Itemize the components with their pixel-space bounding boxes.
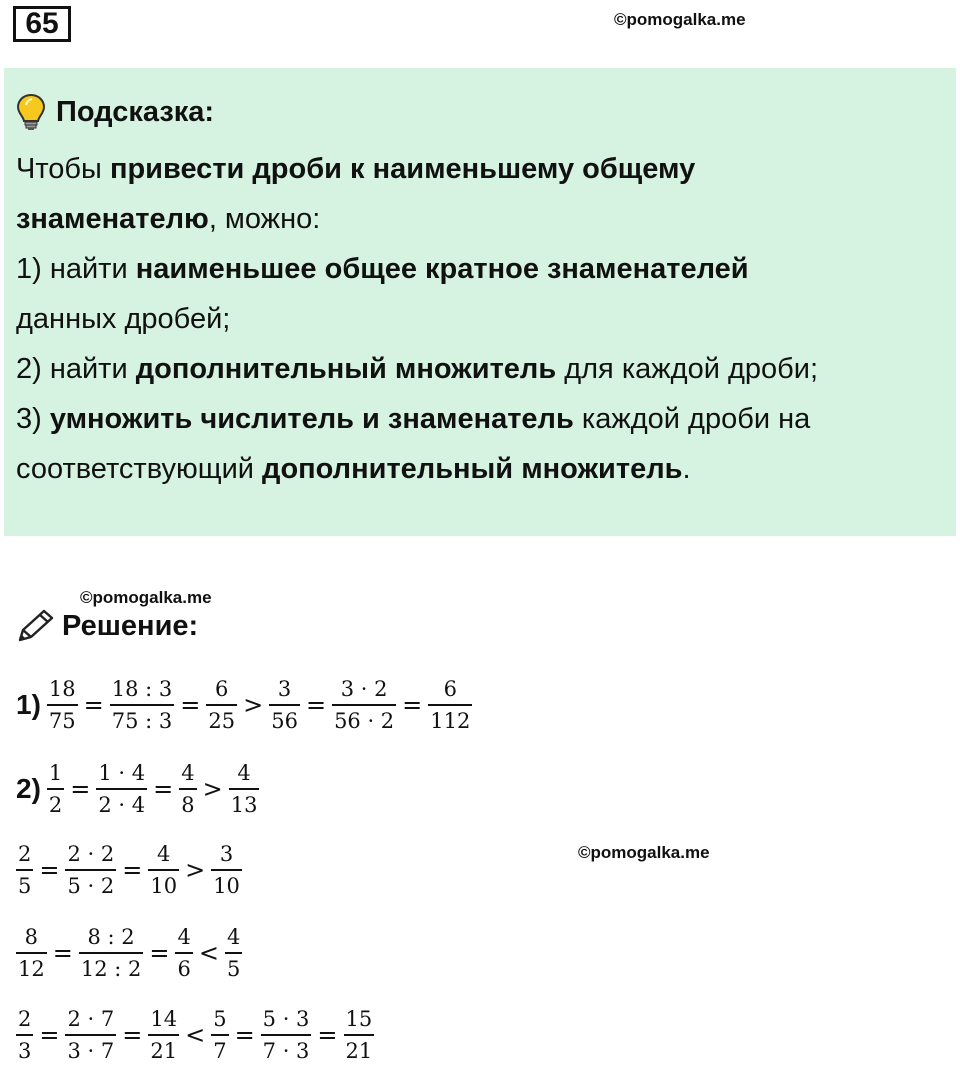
fraction [148, 1006, 179, 1064]
fraction [261, 1006, 312, 1064]
fraction-bar [96, 788, 147, 790]
hint-text: соответствующий [16, 453, 263, 485]
hint-text: 3) [16, 403, 50, 435]
numerator: 4 [237, 761, 251, 785]
denominator: 2 [48, 793, 63, 817]
solution-row [16, 841, 242, 899]
math-operator: = [317, 1021, 338, 1049]
math-operator: = [83, 691, 104, 719]
solution-row [16, 924, 242, 982]
denominator: 21 [345, 1039, 373, 1063]
fraction-bar [148, 869, 179, 871]
numerator: 18 : 3 [111, 677, 173, 701]
hint-bold: дополнительный множитель [135, 353, 557, 385]
fraction-bar [211, 869, 242, 871]
numerator: 4 [157, 842, 171, 866]
fraction-bar [344, 1034, 375, 1036]
row-label: 1) [16, 689, 41, 720]
numerator: 8 : 2 [87, 925, 135, 949]
solution-title-text: Решение: [62, 609, 199, 642]
hint-line [16, 344, 944, 394]
fraction [332, 676, 396, 734]
solution-row [16, 676, 472, 734]
fraction-bar [211, 1034, 228, 1036]
denominator: 56 · 2 [334, 709, 395, 733]
denominator: 3 [18, 1039, 32, 1063]
denominator: 6 [177, 957, 191, 981]
lightbulb-icon [16, 93, 46, 131]
denominator: 12 [18, 957, 45, 981]
numerator: 2 · 7 [67, 1007, 115, 1031]
fraction [175, 924, 192, 982]
numerator: 3 · 2 [340, 677, 388, 701]
denominator: 5 [226, 957, 241, 981]
fraction [211, 1006, 228, 1064]
fraction [47, 676, 78, 734]
fraction [428, 676, 472, 734]
hint-line [16, 444, 944, 494]
hint-line [16, 294, 944, 344]
numerator: 6 [215, 677, 229, 701]
denominator: 8 [181, 793, 195, 817]
math-operator: = [234, 1021, 255, 1049]
fraction [179, 760, 196, 818]
math-operator: < [185, 1021, 206, 1049]
numerator: 3 [219, 842, 234, 866]
fraction-bar [47, 788, 64, 790]
fraction-bar [16, 952, 47, 954]
denominator: 13 [230, 793, 258, 817]
fraction [16, 841, 33, 899]
fraction-bar [225, 952, 242, 954]
math-operator: = [402, 691, 423, 719]
hint-title [16, 82, 944, 142]
math-operator: > [243, 691, 264, 719]
watermark: ©pomogalka.me [80, 588, 212, 607]
math-operator: = [149, 939, 170, 967]
math-operator: < [198, 939, 219, 967]
solution-row [16, 760, 259, 818]
fraction [225, 924, 242, 982]
fraction-bar [65, 869, 116, 871]
hint-text: Чтобы [16, 153, 110, 185]
numerator: 18 [48, 677, 76, 701]
hint-title-text: Подсказка: [56, 95, 215, 128]
math-operator: = [70, 775, 91, 803]
denominator: 56 [271, 709, 298, 733]
numerator: 8 [24, 925, 39, 949]
fraction [96, 760, 147, 818]
hint-text: 2) найти [16, 353, 136, 385]
fraction-bar [47, 704, 78, 706]
denominator: 7 · 3 [262, 1039, 310, 1063]
fraction-bar [16, 869, 33, 871]
math-operator: = [305, 691, 327, 719]
numerator: 1 [48, 761, 63, 785]
hint-body [16, 144, 944, 494]
fraction-bar [261, 1034, 312, 1036]
math-operator: = [122, 1021, 143, 1049]
denominator: 5 · 2 [67, 874, 115, 898]
denominator: 75 : 3 [111, 709, 173, 733]
numerator: 1 · 4 [98, 761, 146, 785]
math-operator: = [153, 775, 174, 803]
fraction-bar [79, 952, 144, 954]
fraction-bar [206, 704, 237, 706]
fraction [65, 1006, 116, 1064]
hint-bold: привести дроби к наименьшему общему [109, 153, 696, 185]
math-operator: = [122, 856, 143, 884]
fraction-bar [148, 1034, 179, 1036]
denominator: 112 [430, 709, 471, 733]
denominator: 10 [150, 874, 178, 898]
hint-text: для каждой дроби; [556, 353, 819, 385]
hint-line [16, 144, 944, 194]
denominator: 7 [213, 1039, 227, 1063]
row-label: 2) [16, 773, 41, 804]
denominator: 75 [48, 709, 76, 733]
numerator: 4 [177, 925, 191, 949]
denominator: 25 [208, 709, 236, 733]
fraction-bar [269, 704, 300, 706]
hint-line [16, 244, 944, 294]
fraction [206, 676, 237, 734]
task-number: 65 [13, 6, 71, 42]
denominator: 5 [18, 874, 32, 898]
numerator: 4 [181, 761, 195, 785]
fraction-bar [428, 704, 472, 706]
pencil-icon [16, 608, 56, 644]
numerator: 2 · 2 [67, 842, 115, 866]
math-operator: > [185, 856, 206, 884]
hint-bold: наименьшее общее кратное знаменателей [135, 253, 749, 285]
fraction [229, 760, 260, 818]
fraction [110, 676, 175, 734]
numerator: 2 [18, 842, 32, 866]
math-operator: > [202, 775, 223, 803]
denominator: 10 [213, 874, 240, 898]
hint-text: каждой дроби на [573, 403, 811, 435]
hint-text: , можно: [208, 203, 321, 235]
fraction [65, 841, 116, 899]
numerator: 5 [213, 1007, 227, 1031]
fraction [16, 924, 47, 982]
hint-box [4, 68, 956, 536]
fraction [47, 760, 64, 818]
numerator: 14 [150, 1007, 178, 1031]
watermark: ©pomogalka.me [578, 843, 710, 862]
solution-row [16, 1006, 374, 1064]
hint-bold: знаменателю [16, 203, 209, 235]
denominator: 2 · 4 [98, 793, 146, 817]
numerator: 4 [226, 925, 241, 949]
fraction [344, 1006, 375, 1064]
fraction-bar [110, 704, 175, 706]
denominator: 12 : 2 [80, 957, 142, 981]
watermark: ©pomogalka.me [614, 10, 746, 29]
numerator: 3 [277, 677, 292, 701]
numerator: 5 · 3 [262, 1007, 310, 1031]
fraction-bar [229, 788, 260, 790]
math-operator: = [52, 939, 73, 967]
fraction [148, 841, 179, 899]
hint-line [16, 194, 944, 244]
numerator: 15 [345, 1007, 373, 1031]
hint-text: . [682, 453, 691, 485]
fraction-bar [65, 1034, 116, 1036]
fraction [211, 841, 242, 899]
denominator: 21 [150, 1039, 178, 1063]
fraction [79, 924, 144, 982]
hint-line [16, 394, 944, 444]
hint-bold: дополнительный множитель [262, 453, 683, 485]
fraction-bar [16, 1034, 33, 1036]
numerator: 2 [18, 1007, 32, 1031]
numerator: 6 [443, 677, 458, 701]
hint-text: 1) найти [16, 253, 136, 285]
fraction-bar [332, 704, 396, 706]
hint-text: данных дробей; [16, 303, 231, 335]
hint-bold: умножить числитель и знаменатель [49, 403, 574, 435]
math-operator: = [39, 1021, 60, 1049]
solution-title [16, 608, 198, 644]
math-operator: = [180, 691, 201, 719]
fraction [16, 1006, 33, 1064]
fraction [269, 676, 300, 734]
math-operator: = [39, 856, 60, 884]
denominator: 3 · 7 [67, 1039, 115, 1063]
fraction-bar [179, 788, 196, 790]
fraction-bar [175, 952, 192, 954]
